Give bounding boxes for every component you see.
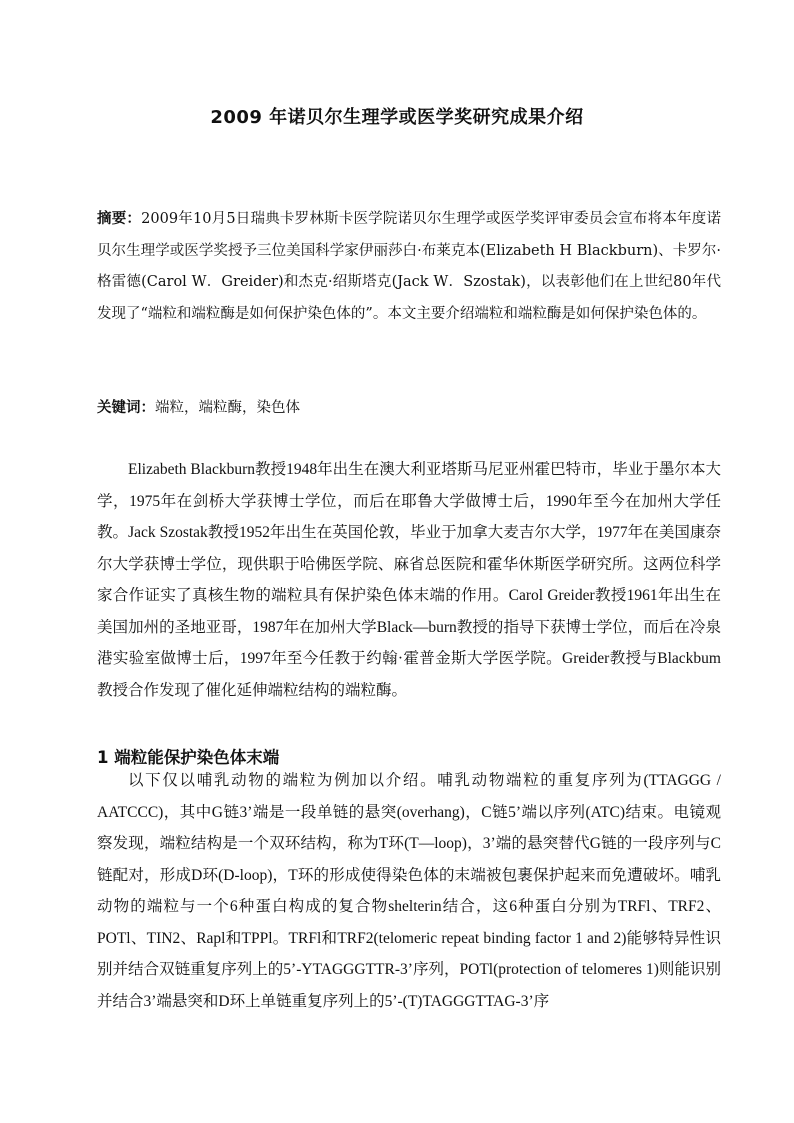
keywords-block [97, 393, 721, 425]
section-1-paragraph: 以下仅以哺乳动物的端粒为例加以介绍。哺乳动物端粒的重复序列为(TTAGGG / AATCCC)，其中G链3’端是一段单链的悬突(overhang)，C链5’端以序列(ATC)结束。电镜观察发现，端粒结构是一个双环结构，称为T环(T—loop)，3’端的悬突替代G链的一段序列与C链配对，形成D环(D-loop)，T环的形成使得染色体的末端被包裹保护起来而免遭破坏。哺乳动物的端粒与一个6种蛋白构成的复合物shelterin结合，这6种蛋白分别为TRFl、TRF2、POTl、TIN2、Rapl和TPPl。TRFl和TRF2(telomeric repeat binding factor 1 and 2)能够特异性识别并结合双链重复序列上的5’-YTAGGGTTR-3’序列，POTl(protection of telomeres 1)则能识别并结合3’端悬突和D环上单链重复序列上的5’-(T)TAGGGTTAG-3’序 [97, 772, 721, 1010]
abstract-block [97, 204, 721, 330]
keywords-text: 端粒，端粒酶，染色体 [155, 400, 300, 416]
abstract-text: 2009年10月5日瑞典卡罗林斯卡医学院诺贝尔生理学或医学奖评审委员会宣布将本年度诺贝尔生理学或医学奖授予三位美国科学家伊丽莎白·布莱克本(Elizabeth H Blackburn)、卡罗尔·格雷德(Carol W．Greider)和杰克·绍斯塔克(Jack W．Szostak)，以表彰他们在上世纪80年代发现了“端粒和端粒酶是如何保护染色体的”。本文主要介绍端粒和端粒酶是如何保护染色体的。 [97, 211, 722, 322]
keywords-label: 关键词： [97, 400, 155, 416]
abstract-label: 摘要： [97, 211, 142, 227]
document-title: 2009 年诺贝尔生理学或医学奖研究成果介绍 [210, 107, 584, 128]
intro-paragraph: Elizabeth Blackburn教授1948年出生在澳大利亚塔斯马尼亚州霍巴特市，毕业于墨尔本大学，1975年在剑桥大学获博士学位，而后在耶鲁大学做博士后，1990年至今在加州大学任教。Jack Szostak教授1952年出生在英国伦敦，毕业于加拿大麦吉尔大学，1977年在美国康奈尔大学获博士学位，现供职于哈佛医学院、麻省总医院和霍华休斯医学研究所。这两位科学家合作证实了真核生物的端粒具有保护染色体末端的作用。Carol Greider教授1961年出生在美国加州的圣地亚哥，1987年在加州大学Black—burn教授的指导下获博士学位，而后在冷泉港实验室做博士后，1997年至今任教于约翰·霍普金斯大学医学院。Greider教授与Blackbum教授合作发现了催化延伸端粒结构的端粒酶。 [97, 461, 721, 699]
section-1-heading: 1 端粒能保护染色体末端 [97, 748, 280, 767]
